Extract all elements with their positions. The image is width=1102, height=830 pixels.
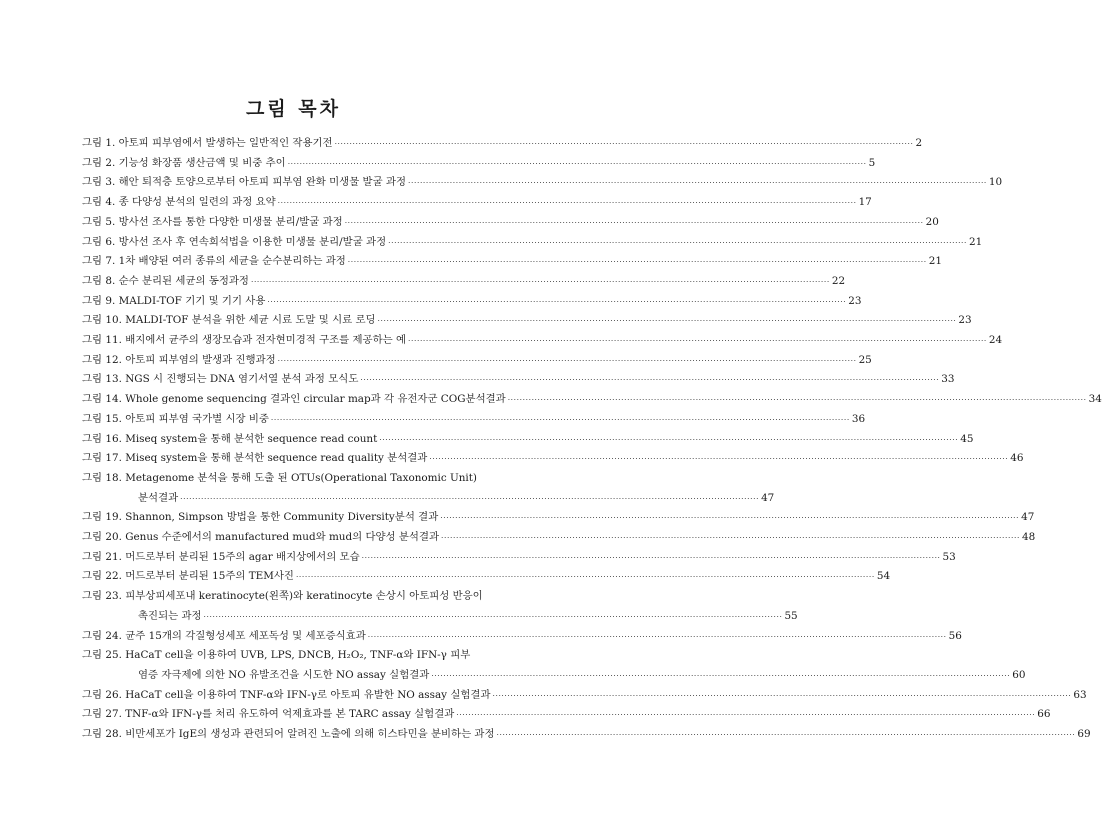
toc-entry[interactable] <box>82 252 942 272</box>
toc-entry[interactable] <box>82 548 956 568</box>
page-title: 그림 목차 <box>245 98 342 120</box>
toc-entry[interactable] <box>82 272 846 292</box>
toc-entry-page-number: 45 <box>960 432 974 445</box>
toc-entry-title: 아토피 피부염의 발생과 진행과정 <box>125 353 276 366</box>
toc-entry[interactable] <box>82 725 1091 745</box>
toc-entry-title: Metagenome 분석을 통해 도출 된 OTUs(Operational Taxonomic Unit) <box>125 471 477 484</box>
toc-entry-page-number: 55 <box>784 609 798 622</box>
toc-entry-title: 아토피 피부염에서 발생하는 일반적인 작용기전 <box>118 137 333 149</box>
toc-entry[interactable] <box>82 646 503 666</box>
toc-entry-label: 그림 3. <box>82 176 116 189</box>
toc-entry-title: NGS 시 진행되는 DNA 염기서열 분석 과정 모식도 <box>125 373 359 386</box>
toc-entry-title: 해안 퇴적층 토양으로부터 아토피 피부염 완화 미생물 발굴 과정 <box>118 176 407 189</box>
leader-dots <box>441 528 1020 548</box>
toc-entry-label: 그림 22. <box>82 570 122 583</box>
leader-dots <box>429 449 1008 469</box>
toc-entry[interactable] <box>82 469 503 489</box>
toc-entry-title-continued: 촉진되는 과정 <box>138 609 202 622</box>
leader-dots <box>345 213 924 233</box>
toc-entry-label: 그림 24. <box>82 629 122 642</box>
toc-entry-title: TNF-α와 IFN-γ를 처리 유도하여 억제효과를 본 TARC assay 실험결과 <box>125 708 455 721</box>
toc-entry-label: 그림 12. <box>82 353 122 366</box>
toc-entry[interactable] <box>82 173 1003 193</box>
toc-entry-page-number: 22 <box>831 274 846 287</box>
leader-dots <box>440 508 1019 528</box>
toc-entry-label: 그림 1. <box>82 137 116 149</box>
toc-entry-page-number: 5 <box>868 156 876 169</box>
toc-entry-label: 그림 2. <box>82 156 116 169</box>
toc-entry-page-number: 25 <box>858 353 872 366</box>
toc-entry-label: 그림 10. <box>82 314 122 327</box>
toc-entry-label: 그림 5. <box>82 215 116 228</box>
leader-dots <box>288 154 867 174</box>
toc-entry[interactable] <box>82 449 1024 469</box>
toc-entry-title: Miseq system을 통해 분석한 sequence read quality 분석결과 <box>125 452 428 465</box>
toc-entry-page-number: 21 <box>969 235 983 248</box>
toc-entry-title: HaCaT cell을 이용하여 UVB, LPS, DNCB, H₂O₂, TNF-α와 IFN-γ 피부 <box>125 649 471 662</box>
toc-entry-page-number: 66 <box>1037 708 1051 721</box>
figure-table-of-contents <box>82 134 1102 745</box>
toc-entry-title: Genus 수준에서의 manufactured mud와 mud의 다양성 분석결과 <box>125 531 440 544</box>
leader-dots <box>360 370 939 390</box>
toc-entry-title: 1차 배양된 여러 종류의 세균을 순수분리하는 과정 <box>118 255 346 268</box>
toc-entry[interactable] <box>82 233 983 253</box>
toc-entry-page-number: 23 <box>848 294 862 307</box>
toc-entry[interactable] <box>82 587 503 607</box>
leader-dots <box>204 607 783 627</box>
toc-entry[interactable] <box>82 154 876 174</box>
toc-entry[interactable] <box>82 390 1102 410</box>
toc-entry-title-continued: 염증 자극제에 의한 NO 유발조건을 시도한 NO assay 실험결과 <box>138 668 430 681</box>
leader-dots <box>368 627 947 647</box>
toc-entry-title: MALDI-TOF 분석을 위한 세균 시료 도말 및 시료 로딩 <box>125 314 376 327</box>
toc-entry-page-number: 60 <box>1012 668 1026 681</box>
toc-entry-page-number: 21 <box>928 255 942 268</box>
toc-entry-title: 종 다양성 분석의 일련의 과정 요약 <box>118 196 276 209</box>
leader-dots <box>267 292 846 312</box>
toc-entry-page-number: 47 <box>761 491 775 504</box>
toc-entry-label: 그림 14. <box>82 393 122 406</box>
toc-entry-page-number: 56 <box>948 629 962 642</box>
toc-entry[interactable] <box>82 134 923 154</box>
toc-entry-label: 그림 25. <box>82 649 122 662</box>
toc-entry[interactable] <box>82 627 962 647</box>
toc-entry-page-number: 53 <box>942 550 956 563</box>
toc-entry[interactable] <box>82 193 872 213</box>
leader-dots <box>335 134 914 154</box>
leader-dots <box>180 489 759 509</box>
leader-dots <box>278 193 857 213</box>
toc-entry-label: 그림 27. <box>82 708 122 721</box>
toc-entry-page-number: 48 <box>1021 531 1036 544</box>
leader-dots <box>408 173 987 193</box>
toc-entry[interactable] <box>82 311 972 331</box>
toc-entry-page-number: 33 <box>941 373 955 386</box>
toc-entry-label: 그림 19. <box>82 511 122 524</box>
leader-dots <box>496 725 1075 745</box>
toc-entry[interactable] <box>82 430 974 450</box>
toc-entry-title: Whole genome sequencing 결과인 circular map과 각 유전자군 COG분석결과 <box>125 393 506 406</box>
leader-dots <box>408 331 987 351</box>
toc-entry-title: MALDI-TOF 기기 및 기기 사용 <box>118 294 266 307</box>
toc-entry-title: 기능성 화장품 생산금액 및 비중 추이 <box>118 156 286 169</box>
toc-entry[interactable] <box>82 331 1003 351</box>
leader-dots <box>251 272 830 292</box>
toc-entry-label: 그림 7. <box>82 255 116 268</box>
toc-entry-page-number: 34 <box>1088 393 1102 406</box>
toc-entry-page-number: 69 <box>1077 728 1091 741</box>
toc-entry-label: 그림 17. <box>82 452 122 465</box>
toc-entry[interactable] <box>82 567 891 587</box>
toc-entry-label: 그림 4. <box>82 196 116 209</box>
toc-entry-title: 피부상피세포내 keratinocyte(왼쪽)와 keratinocyte 손상시 아토피성 반응이 <box>125 590 483 603</box>
toc-entry-label: 그림 18. <box>82 471 122 484</box>
toc-entry-page-number: 24 <box>988 334 1003 347</box>
toc-entry-page-number: 63 <box>1073 688 1087 701</box>
leader-dots <box>278 351 857 371</box>
toc-entry-page-number: 54 <box>876 570 891 583</box>
toc-entry-title: 순수 분리된 세균의 동정과정 <box>118 274 249 287</box>
toc-entry-label: 그림 6. <box>82 235 116 248</box>
toc-entry-page-number: 20 <box>925 215 939 228</box>
toc-entry-title: 머드로부터 분리된 15주의 TEM사진 <box>125 570 294 583</box>
leader-dots <box>362 548 941 568</box>
leader-dots <box>456 705 1035 725</box>
leader-dots <box>508 390 1087 410</box>
toc-entry-page-number: 23 <box>958 314 972 327</box>
toc-entry-page-number: 47 <box>1021 511 1035 524</box>
leader-dots <box>348 252 927 272</box>
toc-entry-label: 그림 21. <box>82 550 122 563</box>
toc-entry-title: 아토피 피부염 국가별 시장 비중 <box>125 412 269 425</box>
toc-entry-title: 균주 15개의 각질형성세포 세포독성 및 세포증식효과 <box>125 629 366 642</box>
toc-entry-label: 그림 28. <box>82 728 122 741</box>
toc-entry-title: 비만세포가 IgE의 생성과 관련되어 알려진 노출에 의해 히스타민을 분비하는 과정 <box>125 728 495 741</box>
toc-entry-continuation[interactable] <box>82 666 1026 686</box>
toc-entry-page-number: 10 <box>988 176 1003 189</box>
toc-entry-label: 그림 9. <box>82 294 116 307</box>
toc-entry[interactable] <box>82 508 1035 528</box>
leader-dots <box>296 567 875 587</box>
toc-entry-label: 그림 16. <box>82 432 122 445</box>
toc-entry-title-continued: 분석결과 <box>138 491 179 504</box>
toc-entry-label: 그림 26. <box>82 688 122 701</box>
toc-entry-page-number: 46 <box>1010 452 1024 465</box>
toc-entry[interactable] <box>82 528 1036 548</box>
toc-entry-label: 그림 13. <box>82 373 122 386</box>
toc-entry-title: 방사선 조사를 통한 다양한 미생물 분리/발굴 과정 <box>118 215 343 228</box>
toc-entry-label: 그림 8. <box>82 274 116 287</box>
toc-entry[interactable] <box>82 213 939 233</box>
toc-entry[interactable] <box>82 686 1087 706</box>
toc-entry-continuation[interactable] <box>82 489 775 509</box>
toc-entry[interactable] <box>82 292 862 312</box>
leader-dots <box>271 410 850 430</box>
toc-entry-title: Shannon, Simpson 방법을 통한 Community Diversity분석 결과 <box>125 511 439 524</box>
toc-entry-title: 머드로부터 분리된 15주의 agar 배지상에서의 모습 <box>125 550 360 563</box>
toc-entry[interactable] <box>82 370 955 390</box>
toc-entry-title: 배지에서 균주의 생장모습과 전자현미경적 구조를 제공하는 예 <box>125 334 407 347</box>
toc-entry-title: HaCaT cell을 이용하여 TNF-α와 IFN-γ로 아토피 유발한 NO assay 실험결과 <box>125 688 491 701</box>
toc-entry-label: 그림 15. <box>82 412 122 425</box>
toc-entry-page-number: 36 <box>851 412 866 425</box>
toc-entry-title: Miseq system을 통해 분석한 sequence read count <box>125 432 378 445</box>
toc-entry-label: 그림 20. <box>82 531 122 544</box>
toc-entry[interactable] <box>82 705 1051 725</box>
toc-entry-continuation[interactable] <box>82 607 798 627</box>
leader-dots <box>388 233 967 253</box>
toc-entry-title: 방사선 조사 후 연속희석법을 이용한 미생물 분리/발굴 과정 <box>118 235 387 248</box>
toc-entry-page-number: 2 <box>915 137 923 149</box>
leader-dots <box>379 430 958 450</box>
leader-dots <box>378 311 957 331</box>
toc-entry-page-number: 17 <box>858 196 872 209</box>
toc-entry[interactable] <box>82 351 872 371</box>
toc-entry-label: 그림 11. <box>82 334 122 347</box>
toc-entry-label: 그림 23. <box>82 590 122 603</box>
leader-dots <box>431 666 1010 686</box>
leader-dots <box>492 686 1071 706</box>
toc-entry[interactable] <box>82 410 866 430</box>
